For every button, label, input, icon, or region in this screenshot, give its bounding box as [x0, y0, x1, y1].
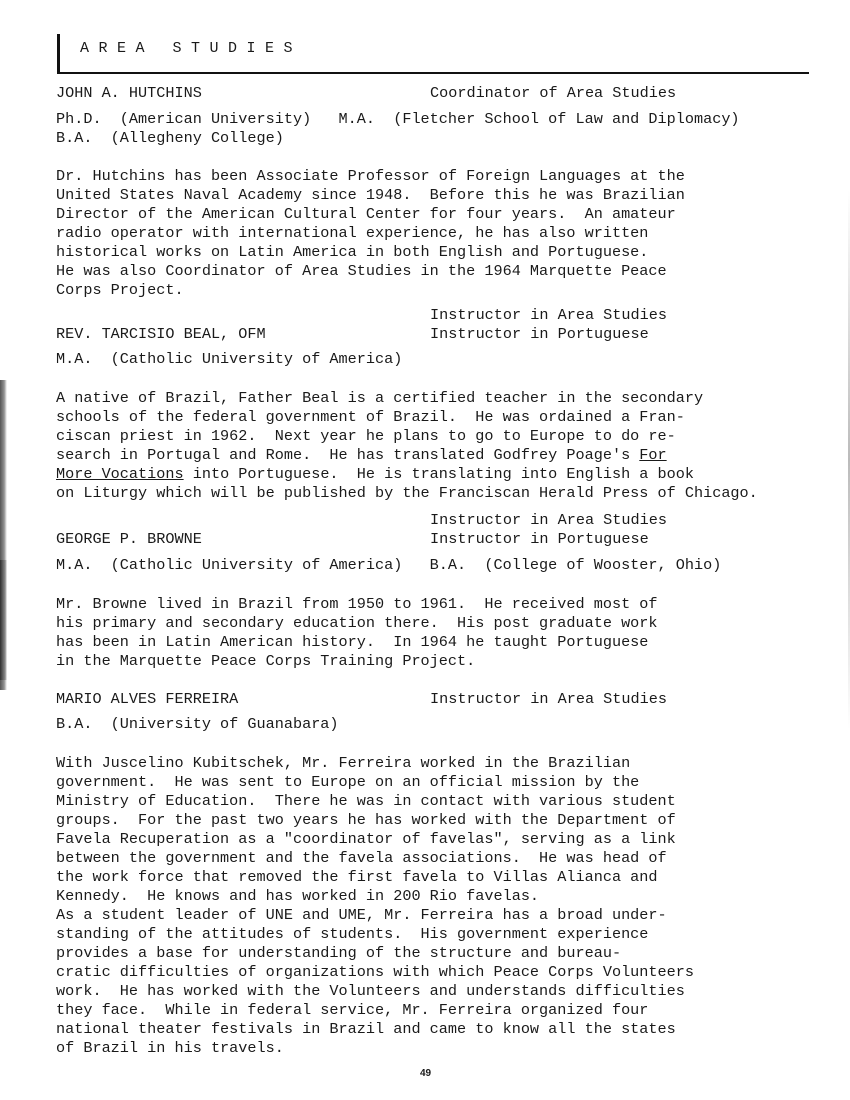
bio-line: Kennedy. He knows and has worked in 200 Rio favelas.: [56, 887, 540, 905]
bio-line: Corps Project.: [56, 281, 184, 299]
bio-line: Favela Recuperation as a "coordinator of favelas", serving as a link: [56, 830, 676, 848]
book-title-underlined: For: [639, 446, 667, 464]
bio-line: of Brazil in his travels.: [56, 1039, 284, 1057]
bio-line: in the Marquette Peace Corps Training Project.: [56, 652, 476, 670]
person-name: GEORGE P. BROWNE: [56, 530, 202, 548]
header-horizontal-rule: [57, 72, 809, 74]
person-role: Instructor in Portuguese: [430, 530, 649, 548]
bio-line: ciscan priest in 1962. Next year he plans to go to Europe to do re-: [56, 427, 676, 445]
bio-line: Mr. Browne lived in Brazil from 1950 to 1961. He received most of: [56, 595, 658, 613]
bio-line: between the government and the favela associations. He was head of: [56, 849, 667, 867]
section-title: AREA STUDIES: [80, 40, 303, 57]
bio-line: radio operator with international experience, he has also written: [56, 224, 649, 242]
bio-line: cratic difficulties of organizations with which Peace Corps Volunteers: [56, 963, 694, 981]
bio-line: groups. For the past two years he has worked with the Department of: [56, 811, 676, 829]
person-degree: M.A. (Catholic University of America) B.A. (College of Wooster, Ohio): [56, 556, 722, 574]
person-degree: B.A. (Allegheny College): [56, 129, 284, 147]
person-degree: B.A. (University of Guanabara): [56, 715, 339, 733]
bio-line: the work force that removed the first favela to Villas Alianca and: [56, 868, 658, 886]
bio-text: search in Portugal and Rome. He has translated Godfrey Poage's: [56, 446, 640, 464]
bio-line: they face. While in federal service, Mr. Ferreira organized four: [56, 1001, 649, 1019]
person-degree: M.A. (Catholic University of America): [56, 350, 403, 368]
header-vertical-rule: [57, 34, 60, 74]
person-degree: Ph.D. (American University) M.A. (Fletcher School of Law and Diplomacy): [56, 110, 740, 128]
bio-line: [56, 465, 694, 484]
person-name: JOHN A. HUTCHINS: [56, 84, 202, 102]
bio-text: into Portuguese. He is translating into English a book: [183, 465, 694, 483]
bio-line: Dr. Hutchins has been Associate Professor of Foreign Languages at the: [56, 167, 685, 185]
scan-edge-shadow-dark: [0, 560, 7, 680]
bio-line: his primary and secondary education there. His post graduate work: [56, 614, 658, 632]
person-name: REV. TARCISIO BEAL, OFM: [56, 325, 266, 343]
bio-line: Ministry of Education. There he was in contact with various student: [56, 792, 676, 810]
person-name: MARIO ALVES FERREIRA: [56, 690, 239, 708]
bio-line: government. He was sent to Europe on an official mission by the: [56, 773, 640, 791]
bio-line: [56, 446, 667, 465]
bio-line: Director of the American Cultural Center for four years. An amateur: [56, 205, 676, 223]
person-role: Coordinator of Area Studies: [430, 84, 677, 102]
page-number: 49: [420, 1068, 432, 1079]
person-role: Instructor in Area Studies: [430, 306, 667, 324]
bio-line: schools of the federal government of Brazil. He was ordained a Fran-: [56, 408, 685, 426]
bio-line: standing of the attitudes of students. His government experience: [56, 925, 649, 943]
bio-line: As a student leader of UNE and UME, Mr. Ferreira has a broad under-: [56, 906, 667, 924]
bio-line: With Juscelino Kubitschek, Mr. Ferreira worked in the Brazilian: [56, 754, 631, 772]
bio-line: on Liturgy which will be published by the Franciscan Herald Press of Chicago.: [56, 484, 758, 502]
bio-line: work. He has worked with the Volunteers and understands difficulties: [56, 982, 685, 1000]
bio-line: He was also Coordinator of Area Studies in the 1964 Marquette Peace: [56, 262, 667, 280]
bio-line: historical works on Latin America in both English and Portuguese.: [56, 243, 649, 261]
person-role: Instructor in Area Studies: [430, 690, 667, 708]
person-role: Instructor in Area Studies: [430, 511, 667, 529]
person-role: Instructor in Portuguese: [430, 325, 649, 343]
bio-line: has been in Latin American history. In 1964 he taught Portuguese: [56, 633, 649, 651]
bio-line: provides a base for understanding of the structure and bureau-: [56, 944, 622, 962]
bio-line: national theater festivals in Brazil and came to know all the states: [56, 1020, 676, 1038]
bio-line: United States Naval Academy since 1948. Before this he was Brazilian: [56, 186, 685, 204]
book-title-underlined: More Vocations: [56, 465, 184, 483]
bio-line: A native of Brazil, Father Beal is a certified teacher in the secondary: [56, 389, 704, 407]
